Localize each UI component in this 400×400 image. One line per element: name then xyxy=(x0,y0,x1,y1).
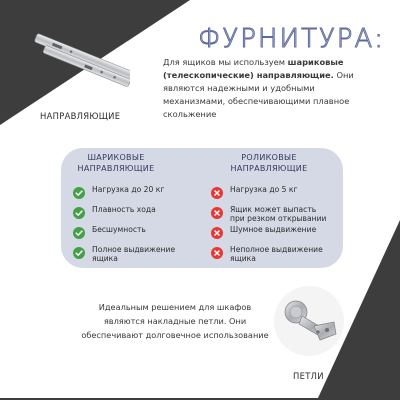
intro-paragraph xyxy=(163,56,363,121)
hinge-illustration xyxy=(274,286,344,356)
x-circle-icon xyxy=(211,227,223,239)
list-item-text: Бесшумность xyxy=(92,225,146,234)
intro-bold-text: шариковые (телескопические) направляющие. xyxy=(163,57,344,80)
roller-rails-heading: РОЛИКОВЫЕ НАПРАВЛЯЮЩИЕ xyxy=(230,153,308,173)
ball-rails-column xyxy=(73,152,201,266)
list-item xyxy=(73,186,201,206)
check-circle-icon xyxy=(73,207,85,219)
list-item-text: Шумное выдвижение xyxy=(230,225,317,234)
list-item-text: Плавность хода xyxy=(92,205,156,214)
list-item-text: Нагрузка до 20 кг xyxy=(92,185,165,194)
list-item-text: Полное выдвижение ящика xyxy=(92,245,176,263)
list-item-text: Нагрузка до 5 кг xyxy=(230,185,298,194)
list-item xyxy=(211,226,339,246)
comparison-panel xyxy=(61,148,343,268)
page-title: ФУРНИТУРА: xyxy=(198,24,386,54)
list-item xyxy=(211,186,339,206)
list-item xyxy=(73,226,201,246)
intro-text-start: Для ящиков мы используем xyxy=(163,57,288,67)
hinges-paragraph: Идеальным решением для шкафов являются накладные петли. Они обеспечивают долговечное использование xyxy=(81,302,269,340)
list-item xyxy=(73,246,201,266)
check-circle-icon xyxy=(73,247,85,259)
list-item xyxy=(73,206,201,226)
check-circle-icon xyxy=(73,187,85,199)
hinge-photo xyxy=(274,286,344,356)
ball-rails-heading: ШАРИКОВЫЕ НАПРАВЛЯЮЩИЕ xyxy=(77,153,155,173)
drawer-rails-photo xyxy=(34,22,130,102)
x-circle-icon xyxy=(211,247,223,259)
x-circle-icon xyxy=(211,187,223,199)
list-item-text: Неполное выдвижение ящика xyxy=(230,245,323,263)
check-circle-icon xyxy=(73,227,85,239)
roller-rails-column xyxy=(211,152,339,266)
hinges-caption: ПЕТЛИ xyxy=(293,371,324,381)
list-item xyxy=(211,206,339,226)
intro-text-end: Они являются надежными и удобными механизмами, обеспечивающими плавное скольжение xyxy=(163,70,354,119)
rails-caption: НАПРАВЛЯЮЩИЕ xyxy=(40,111,121,121)
list-item xyxy=(211,246,339,266)
x-circle-icon xyxy=(211,207,223,219)
list-item-text: Ящик может выпасть при резком открывании xyxy=(230,205,327,223)
